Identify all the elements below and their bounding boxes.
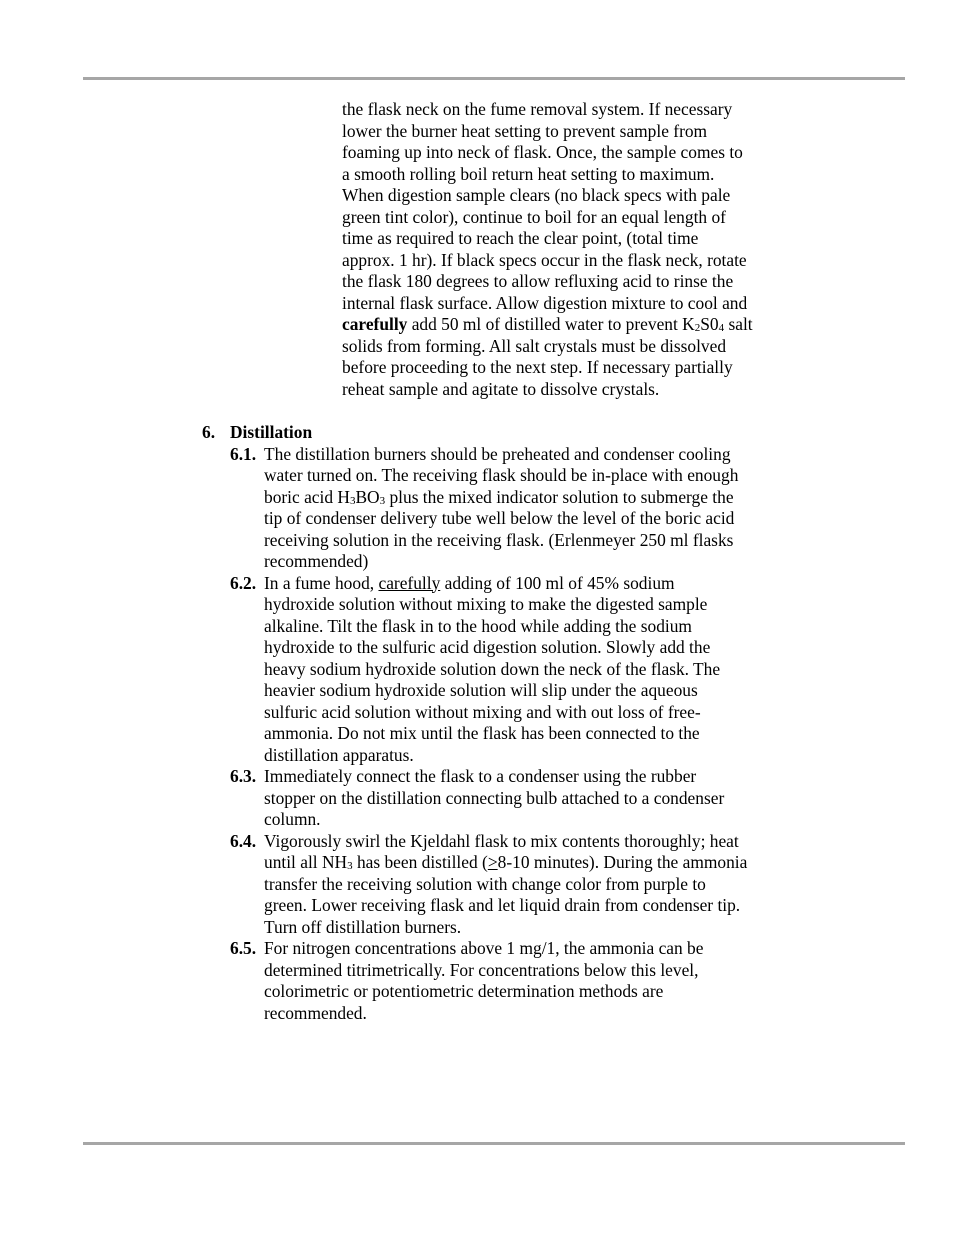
text-line: colorimetric or potentiometric determination methods are xyxy=(264,981,664,1001)
text-line: stopper on the distillation connecting bulb attached to a condenser xyxy=(264,787,725,808)
text-line: determined titrimetrically. For concentrations below this level, xyxy=(264,959,699,980)
text-line: green tint color), continue to boil for an equal length of xyxy=(342,206,726,227)
item-number: 6.3. xyxy=(230,766,257,786)
text-line: distillation apparatus. xyxy=(264,744,414,765)
text-line: heavy sodium hydroxide solution down the neck of the flask. The xyxy=(264,658,721,679)
item-number: 6.5. xyxy=(230,938,257,958)
text-line: heavier sodium hydroxide solution will slip under the aqueous xyxy=(264,680,698,700)
item-number: 6.1. xyxy=(230,443,257,464)
text-line: water turned on. The receiving flask should be in-place with enough xyxy=(264,465,739,485)
text-line xyxy=(264,852,747,874)
text-line xyxy=(264,573,675,595)
text-line: receiving solution in the receiving flask. (Erlenmeyer 250 ml flasks xyxy=(264,529,734,550)
text-span: plus the mixed indicator solution to submerge the xyxy=(385,486,734,507)
subscript: 3 xyxy=(347,860,353,872)
text-line: tip of condenser delivery tube well below the level of the boric acid xyxy=(264,508,735,528)
text-line: lower the burner heat setting to prevent sample from xyxy=(342,120,708,141)
text-span: salt xyxy=(724,314,753,334)
text-span: has been distilled ( xyxy=(352,852,488,872)
emphasis-underline: > xyxy=(487,852,498,872)
text-line: foaming up into neck of flask. Once, the sample comes to xyxy=(342,142,743,162)
text-line: Vigorously swirl the Kjeldahl flask to mix contents thoroughly; heat xyxy=(264,830,739,851)
text-span: add 50 ml of distilled water to prevent K xyxy=(407,314,695,334)
text-span: adding of 100 ml of 45% sodium xyxy=(440,572,675,593)
item-number: 6.4. xyxy=(230,830,257,851)
subscript: 3 xyxy=(379,494,386,507)
text-line: time as required to reach the clear point, (total time xyxy=(342,228,699,248)
item-number: 6.2. xyxy=(230,572,257,593)
footer-rule xyxy=(83,1142,905,1145)
text-line xyxy=(342,314,753,336)
text-line: Immediately connect the flask to a condenser using the rubber xyxy=(264,766,697,786)
emphasis-underline: carefully xyxy=(378,572,441,593)
text-line: the flask 180 degrees to allow refluxing acid to rinse the xyxy=(342,271,734,291)
text-span: boric acid H xyxy=(264,486,350,507)
text-line: solids from forming. All salt crystals must be dissolved xyxy=(342,335,727,356)
text-line: internal flask surface. Allow digestion mixture to cool and xyxy=(342,292,748,313)
text-line: approx. 1 hr). If black specs occur in the flask neck, rotate xyxy=(342,249,747,270)
text-line: the flask neck on the fume removal system. If necessary xyxy=(342,99,733,119)
text-line: hydroxide to the sulfuric acid digestion solution. Slowly add the xyxy=(264,637,711,657)
section-title: Distillation xyxy=(230,422,313,442)
subscript: 2 xyxy=(694,322,701,334)
text-line: column. xyxy=(264,809,321,829)
text-span: 8-10 minutes). During the ammonia xyxy=(497,852,748,872)
text-line: reheat sample and agitate to dissolve crystals. xyxy=(342,378,660,399)
subscript: 3 xyxy=(349,494,356,507)
text-span: In a fume hood, xyxy=(264,572,379,593)
text-line: green. Lower receiving flask and let liquid drain from condenser tip. xyxy=(264,895,741,915)
text-line: before proceeding to the next step. If necessary partially xyxy=(342,357,733,377)
text-line: Turn off distillation burners. xyxy=(264,916,462,937)
emphasis-bold: carefully xyxy=(342,314,408,334)
subscript: 4 xyxy=(718,322,725,334)
text-line: alkaline. Tilt the flask in to the hood while adding the sodium xyxy=(264,615,692,636)
header-rule xyxy=(83,77,905,80)
text-span: S0 xyxy=(700,314,719,334)
text-line: a smooth rolling boil return heat setting to maximum. xyxy=(342,163,715,184)
text-line: hydroxide solution without mixing to make the digested sample xyxy=(264,594,708,614)
text-line: ammonia. Do not mix until the flask has been connected to the xyxy=(264,723,700,743)
text-line xyxy=(264,487,734,509)
text-line: For nitrogen concentrations above 1 mg/1, the ammonia can be xyxy=(264,938,704,958)
text-line: sulfuric acid solution without mixing and with out loss of free- xyxy=(264,701,701,722)
text-span: until all NH xyxy=(264,852,348,872)
text-line: When digestion sample clears (no black specs with pale xyxy=(342,185,731,205)
text-line: The distillation burners should be preheated and condenser cooling xyxy=(264,443,731,464)
section-number: 6. xyxy=(202,422,216,442)
text-span: BO xyxy=(355,486,380,507)
text-line: recommended) xyxy=(264,551,369,571)
text-line: recommended. xyxy=(264,1002,367,1023)
text-line: transfer the receiving solution with change color from purple to xyxy=(264,873,706,894)
